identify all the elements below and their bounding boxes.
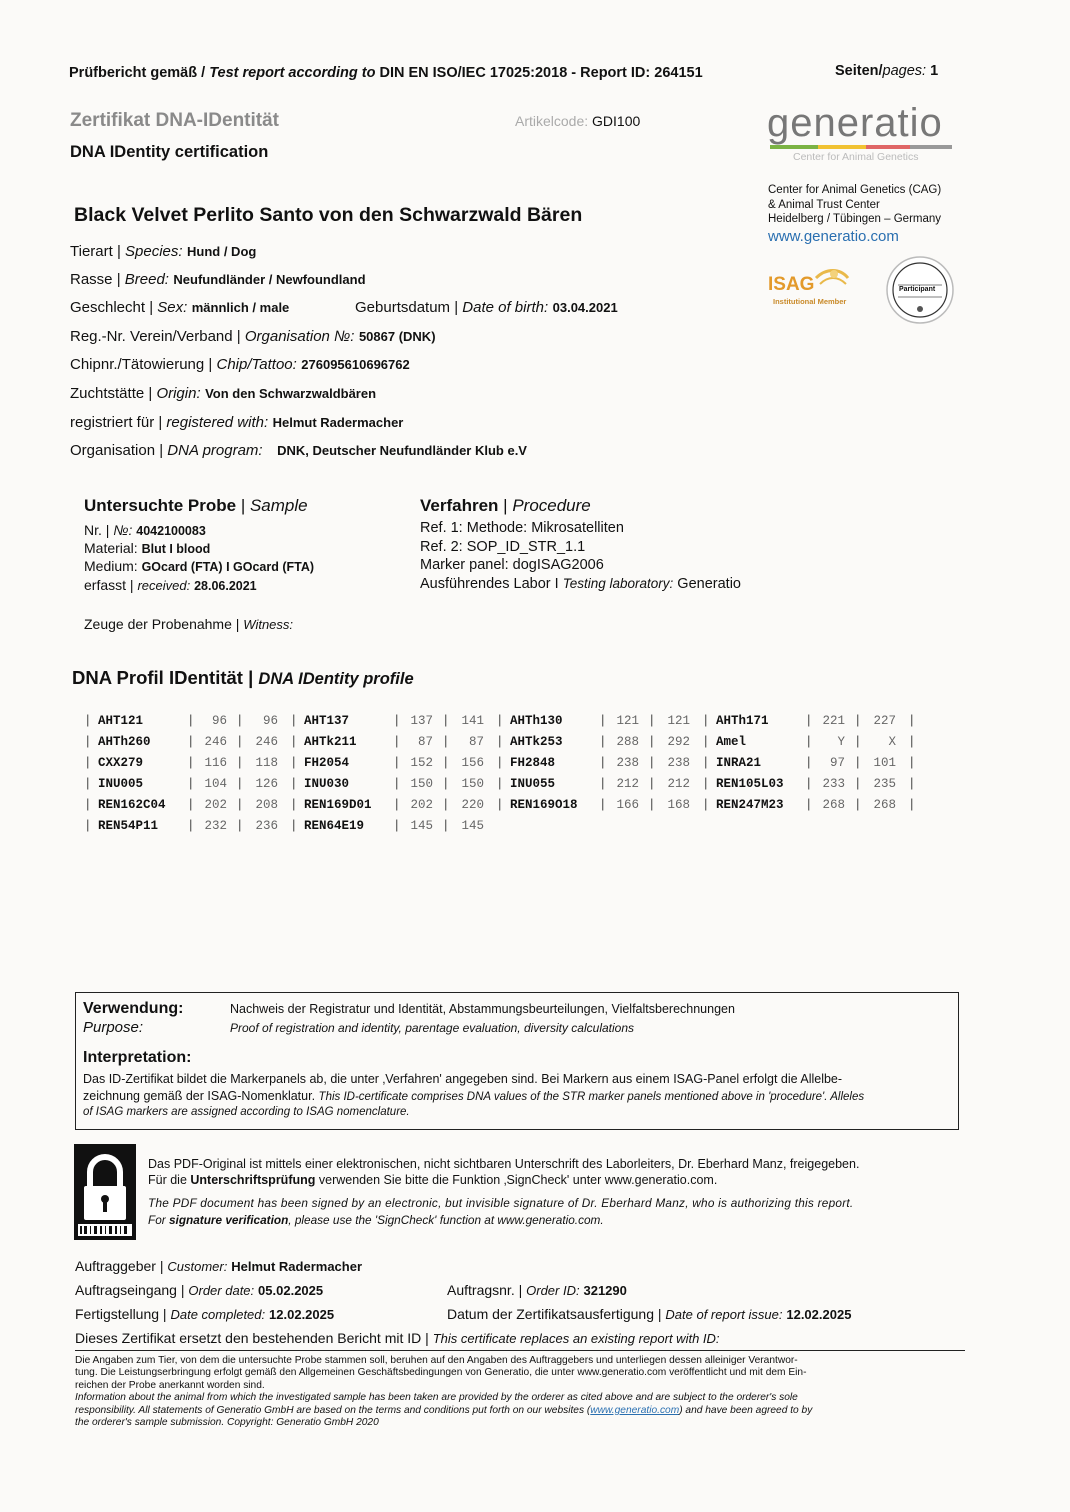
column-separator: | [805,714,813,728]
report-standard: DIN EN ISO/IEC 17025:2018 [379,65,568,81]
marker-name: AHTh171 [716,714,769,728]
column-separator: | [702,714,710,728]
allele-2: 118 [255,756,278,770]
marker-name: REN162C04 [98,798,166,812]
column-separator: | [442,798,450,812]
field-dob: Geburtsdatum | Date of birth: 03.04.2021 [355,299,618,316]
allele-1: 288 [616,735,639,749]
allele-1: 246 [204,735,227,749]
signature-en-1: The PDF document has been signed by an electronic, but invisible signature of Dr. Eberhard Manz, who is authorizing this report. [148,1196,854,1210]
footer-text: Die Angaben zum Tier, von dem die untersuchte Probe stammen soll, beruhen auf den Angaben des Auftraggebers und unterliegen dessen alleiniger Verantwor- tung. Die Leistungserbringung erfolgt gemäß den Allgemeinen Geschäftsbedingungen von Generatio, die unter www.generatio.com veröffentlicht und mit dem Ein- reichen der Probe anerkannt worden sind. Information about the animal from which the investigated sample has been taken are provided by the orderer as cited above and are subject to the orderer's sole responsibility. All statements of Generatio GmbH are based on the terms and conditions put forth on our websites (www.generatio.com) and have been agreed to by the orderer's sample submission. Copyright: Generatio GmbH 2020 [75,1355,813,1429]
logo-bar-grey [910,145,952,149]
field-origin: Zuchtstätte | Origin: Von den Schwarzwaldbären [70,385,377,402]
allele-1: 268 [822,798,845,812]
participant-text: Participant [899,286,936,293]
column-separator: | [236,777,244,791]
column-separator: | [236,735,244,749]
column-separator: | [648,798,656,812]
generatio-logo: generatio [767,101,943,145]
field-breed: Rasse | Breed: Neufundländer / Newfoundland [70,271,366,288]
sample-witness: Zeuge der Probenahme | Witness: [84,616,294,632]
column-separator: | [599,756,607,770]
logo-tagline: Center for Animal Genetics [793,151,919,163]
cert-title-en: DNA IDentity certification [70,143,269,161]
allele-2: 212 [667,777,690,791]
cert-title-de: Zertifikat DNA-IDentität [70,110,280,131]
column-separator: | [442,756,450,770]
allele-2: 101 [873,756,896,770]
column-separator: | [393,819,401,833]
report-id: 264151 [654,65,703,81]
article-code-value: GDI100 [592,113,641,129]
profile-heading: DNA Profil IDentität | DNA IDentity profile [72,667,414,688]
allele-2: 121 [667,714,690,728]
column-separator: | [854,756,862,770]
column-separator: | [290,798,298,812]
report-title-de: Prüfbericht gemäß [69,65,198,81]
marker-name: INU030 [304,777,350,791]
procedure-lab: Ausführendes Labor I Testing laboratory: Generatio [420,576,741,592]
allele-1: 116 [204,756,227,770]
allele-1: 145 [410,819,433,833]
field-dna-program: Organisation | DNA program: DNK, Deutscher Neufundländer Klub e.V [70,442,527,459]
column-separator: | [854,777,862,791]
column-separator: | [290,714,298,728]
order-date: Auftragseingang | Order date: 05.02.2025 [75,1282,324,1298]
field-registered-with: registriert für | registered with: Helmut Radermacher [70,414,404,431]
column-separator: | [496,777,504,791]
isag-subtext: Institutional Member [773,297,847,306]
column-separator: | [599,798,607,812]
column-separator: | [442,777,450,791]
interpretation-line2: zeichnung gemäß der ISAG-Nomenklatur. This ID-certificate comprises DNA values of the STR marker panels mentioned above in 'procedure'. Alleles [83,1089,865,1103]
allele-1: 150 [410,777,433,791]
pages-indicator: Seiten/pages: 1 [835,63,939,79]
column-separator: | [84,714,92,728]
allele-2: 236 [255,819,278,833]
marker-name: AHT121 [98,714,144,728]
column-separator: | [648,756,656,770]
sample-nr: Nr. | №: 4042100083 [84,522,206,538]
allele-2: 126 [255,777,278,791]
purpose-text-de: Nachweis der Registratur und Identität, Abstammungsbeurteilungen, Vielfaltsberechnungen [230,1002,735,1016]
column-separator: | [393,714,401,728]
column-separator: | [187,714,195,728]
column-separator: | [805,756,813,770]
allele-2: 292 [667,735,690,749]
allele-1: 96 [211,714,227,728]
column-separator: | [702,798,710,812]
allele-1: 212 [616,777,639,791]
marker-name: REN105L03 [716,777,784,791]
order-completed: Fertigstellung | Date completed: 12.02.2025 [75,1306,335,1322]
column-separator: | [187,798,195,812]
allele-1: 202 [410,798,433,812]
column-separator: | [442,714,450,728]
column-separator: | [599,735,607,749]
report-title-en: Test report according to [209,65,376,81]
marker-name: INU055 [510,777,556,791]
column-separator: | [84,756,92,770]
column-separator: | [442,819,450,833]
allele-2: 150 [461,777,484,791]
allele-1: 232 [204,819,227,833]
column-separator: | [805,798,813,812]
column-separator: | [84,735,92,749]
logo-bar-yellow [818,145,866,149]
allele-2: 227 [873,714,896,728]
column-separator: | [648,714,656,728]
marker-name: AHT137 [304,714,350,728]
column-separator: | [187,756,195,770]
column-separator: | [442,735,450,749]
order-id: Auftragsnr. | Order ID: 321290 [447,1282,627,1298]
column-separator: | [805,777,813,791]
column-separator: | [393,735,401,749]
column-separator: | [599,777,607,791]
field-chip: Chipnr./Tätowierung | Chip/Tattoo: 276095610696762 [70,356,410,373]
marker-name: FH2848 [510,756,556,770]
column-separator: | [236,798,244,812]
column-separator: | [290,735,298,749]
marker-name: AHTk211 [304,735,357,749]
column-separator: | [908,798,916,812]
marker-name: CXX279 [98,756,144,770]
column-separator: | [496,798,504,812]
allele-2: 235 [873,777,896,791]
allele-2: 238 [667,756,690,770]
lab-url[interactable]: www.generatio.com [768,228,899,245]
allele-2: 246 [255,735,278,749]
order-issue-date: Datum der Zertifikatsausfertigung | Date of report issue: 12.02.2025 [447,1306,852,1322]
animal-name: Black Velvet Perlito Santo von den Schwarzwald Bären [74,204,583,226]
allele-2: 96 [262,714,278,728]
order-replaces: Dieses Zertifikat ersetzt den bestehenden Bericht mit ID | This certificate replaces an existing report with ID: [75,1330,720,1346]
purpose-text-en: Proof of registration and identity, parentage evaluation, diversity calculations [230,1021,635,1035]
allele-1: Y [837,735,845,749]
column-separator: | [648,735,656,749]
column-separator: | [393,777,401,791]
marker-name: INRA21 [716,756,762,770]
procedure-ref1: Ref. 1: Methode: Mikrosatelliten [420,520,624,536]
logo-bar-green [770,145,818,149]
column-separator: | [187,735,195,749]
marker-name: Amel [716,735,747,749]
allele-1: 202 [204,798,227,812]
marker-name: REN64E19 [304,819,365,833]
column-separator: | [854,735,862,749]
column-separator: | [84,777,92,791]
procedure-panel: Marker panel: dogISAG2006 [420,557,604,573]
marker-name: INU005 [98,777,144,791]
lab-address: Center for Animal Genetics (CAG) & Animal Trust Center Heidelberg / Tübingen – Germany [768,184,942,225]
marker-name: REN169D01 [304,798,372,812]
signature-de-2: Für die Unterschriftsprüfung verwenden Sie bitte die Funktion ‚SignCheck' unter www.generatio.com. [148,1173,718,1187]
column-separator: | [84,798,92,812]
interpretation-label: Interpretation: [83,1049,192,1066]
field-sex: Geschlecht | Sex: männlich / male [70,299,290,316]
report-header: Prüfbericht gemäß / Test report according to DIN EN ISO/IEC 17025:2018 - Report ID: 264151 [69,65,703,81]
allele-2: 208 [255,798,278,812]
column-separator: | [187,777,195,791]
allele-1: 166 [616,798,639,812]
allele-1: 121 [616,714,639,728]
column-separator: | [236,756,244,770]
interpretation-line3: of ISAG markers are assigned according to ISAG nomenclature. [83,1106,410,1118]
column-separator: | [648,777,656,791]
column-separator: | [393,798,401,812]
column-separator: | [908,714,916,728]
column-separator: | [290,777,298,791]
footer-divider [75,1350,965,1351]
field-species: Tierart | Species: Hund / Dog [70,243,257,260]
column-separator: | [84,819,92,833]
allele-1: 104 [204,777,227,791]
marker-name: AHTh260 [98,735,151,749]
sample-material: Material: Blut I blood [84,540,211,556]
allele-1: 233 [822,777,845,791]
purpose-label-de: Verwendung: [83,1000,184,1017]
marker-name: AHTk253 [510,735,563,749]
footer-link[interactable]: www.generatio.com [590,1404,680,1416]
column-separator: | [496,735,504,749]
column-separator: | [496,714,504,728]
order-customer: Auftraggeber | Customer: Helmut Radermacher [75,1258,363,1274]
column-separator: | [702,777,710,791]
field-registration: Reg.-Nr. Verein/Verband | Organisation №: 50867 (DNK) [70,328,436,345]
column-separator: | [599,714,607,728]
column-separator: | [393,756,401,770]
isag-text: ISAG [768,274,815,295]
logo-bar-red [866,145,910,149]
sample-received: erfasst | received: 28.06.2021 [84,577,257,593]
column-separator: | [187,819,195,833]
column-separator: | [908,777,916,791]
column-separator: | [702,756,710,770]
column-separator: | [496,756,504,770]
sample-medium: Medium: GOcard (FTA) I GOcard (FTA) [84,558,315,574]
allele-2: X [888,735,896,749]
interpretation-line1: Das ID-Zertifikat bildet die Markerpanels ab, die unter ‚Verfahren' angegeben sind. Bei Markern aus einem ISAG-Panel erfolgt die Allelbe- [83,1072,843,1086]
purpose-label-en: Purpose: [83,1019,144,1036]
allele-2: 141 [461,714,484,728]
allele-1: 87 [417,735,433,749]
column-separator: | [236,819,244,833]
column-separator: | [908,735,916,749]
procedure-ref2: Ref. 2: SOP_ID_STR_1.1 [420,539,586,555]
allele-1: 238 [616,756,639,770]
procedure-heading: Verfahren | Procedure [420,496,591,515]
pages-value: 1 [930,63,939,79]
sample-heading: Untersuchte Probe | Sample [84,496,308,515]
lock-icon [74,1144,136,1240]
signature-en-2: For signature verification, please use the 'SignCheck' function at www.generatio.com. [148,1213,604,1227]
marker-name: REN54P11 [98,819,159,833]
article-code: Artikelcode: GDI100 [515,113,641,129]
allele-1: 221 [822,714,845,728]
column-separator: | [702,735,710,749]
marker-name: REN169O18 [510,798,578,812]
allele-2: 156 [461,756,484,770]
allele-1: 97 [829,756,845,770]
column-separator: | [290,756,298,770]
signature-de-1: Das PDF-Original ist mittels einer elektronischen, nicht sichtbaren Unterschrift des Laborleiters, Dr. Eberhard Manz, freigegeben. [148,1157,860,1171]
marker-name: AHTh130 [510,714,563,728]
report-id-label: Report ID: [580,65,651,81]
column-separator: | [236,714,244,728]
column-separator: | [854,798,862,812]
column-separator: | [854,714,862,728]
marker-name: REN247M23 [716,798,784,812]
allele-1: 137 [410,714,433,728]
allele-2: 268 [873,798,896,812]
column-separator: | [908,756,916,770]
allele-2: 145 [461,819,484,833]
allele-2: 220 [461,798,484,812]
marker-name: FH2054 [304,756,350,770]
allele-2: 168 [667,798,690,812]
column-separator: | [290,819,298,833]
column-separator: | [805,735,813,749]
allele-1: 152 [410,756,433,770]
allele-2: 87 [468,735,484,749]
